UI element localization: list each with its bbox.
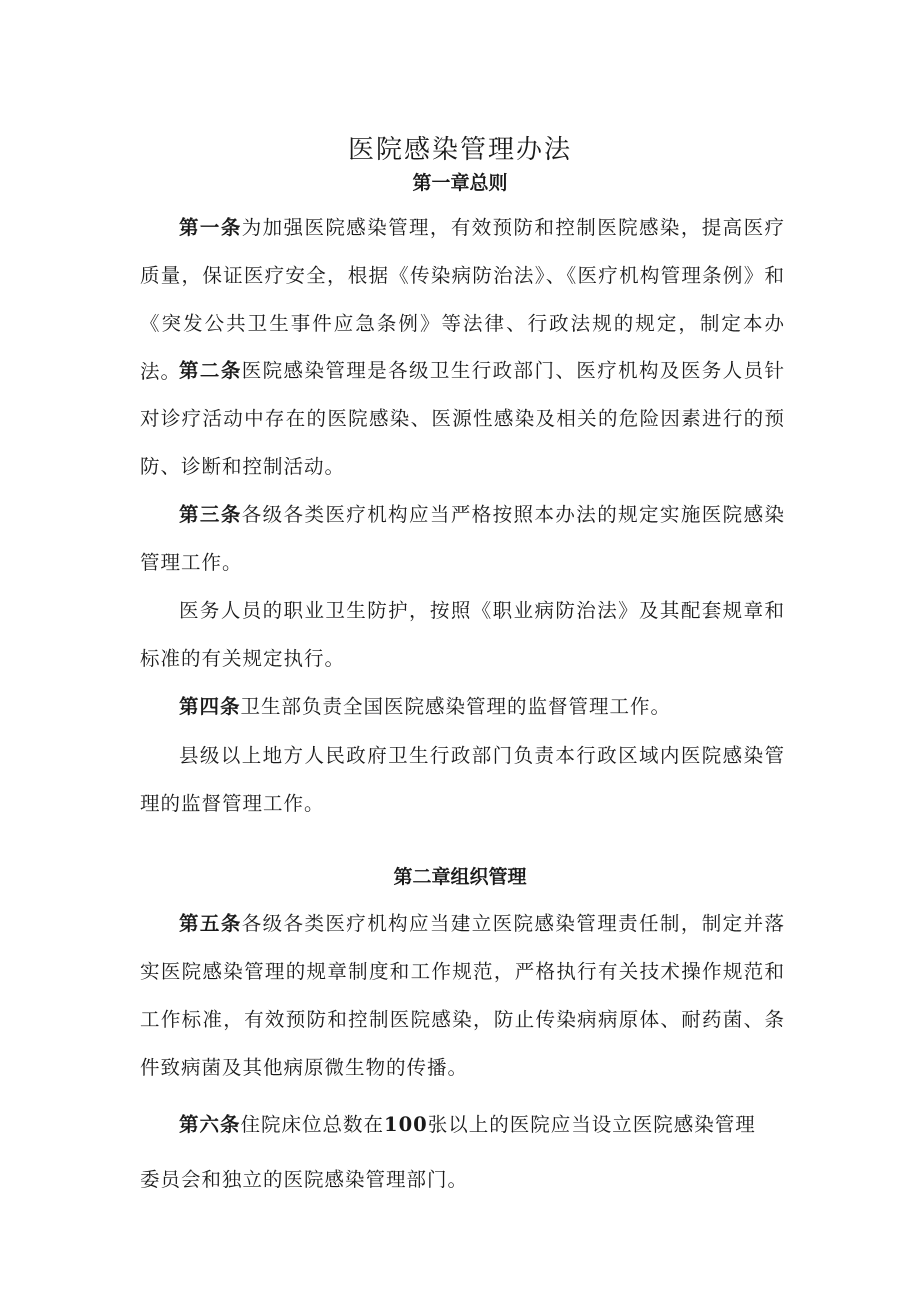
article-2-text: 医院感染管理是各级卫生行政部门、医疗机构及医务人员针对诊疗活动中存在的医院感染、医源性感染及相关的危险因素进行的预防、诊断和控制活动。 bbox=[140, 359, 785, 478]
article-6 bbox=[140, 1101, 800, 1149]
article-3 bbox=[140, 491, 785, 587]
article-6-text-after: 张以上的医院应当设立医院感染管理 bbox=[427, 1113, 756, 1136]
article-6-continuation: 委员会和独立的医院感染管理部门。 bbox=[140, 1168, 469, 1191]
document-title: 医院感染管理办法 bbox=[347, 135, 572, 166]
article-3-paragraph-2: 医务人员的职业卫生防护，按照《职业病防治法》及其配套规章和标准的有关规定执行。 bbox=[140, 599, 785, 670]
article-5 bbox=[140, 900, 785, 1092]
chapter-1-heading: 第一章总则 bbox=[412, 172, 508, 194]
article-1-label: 第一条 bbox=[179, 216, 242, 239]
article-6-label: 第六条 bbox=[179, 1113, 241, 1136]
article-2 bbox=[140, 347, 785, 491]
article-2-label: 第二条 bbox=[179, 359, 242, 382]
article-4-paragraph-2: 县级以上地方人民政府卫生行政部门负责本行政区域内医院感染管理的监督管理工作。 bbox=[140, 744, 785, 815]
article-5-text: 各级各类医疗机构应当建立医院感染管理责任制，制定并落实医院感染管理的规章制度和工作规范，严格执行有关技术操作规范和工作标准，有效预防和控制医院感染，防止传染病病原体、耐药菌、条件致病菌及其他病原微生物的传播。 bbox=[140, 912, 785, 1079]
article-3-text: 各级各类医疗机构应当严格按照本办法的规定实施医院感染管理工作。 bbox=[140, 503, 785, 574]
article-1-text: 为加强医院感染管理，有效预防和控制医院感染，提高医疗质量，保证医疗安全，根据《传染病防治法》、《医疗机构管理条例》和《突发公共卫生事件应急条例》等法律、行政法规的规定，制定本办法。 bbox=[140, 216, 785, 383]
chapter-2-heading: 第二章组织管理 bbox=[393, 866, 527, 888]
article-6-text-before: 住院床位总数在 bbox=[240, 1113, 385, 1136]
article-4-text: 卫生部负责全国医院感染管理的监督管理工作。 bbox=[240, 695, 672, 718]
article-4 bbox=[140, 683, 785, 731]
article-3-label: 第三条 bbox=[179, 503, 242, 526]
article-5-label: 第五条 bbox=[179, 912, 242, 935]
article-4-label: 第四条 bbox=[179, 695, 241, 718]
article-6-number: 100 bbox=[384, 1113, 428, 1136]
